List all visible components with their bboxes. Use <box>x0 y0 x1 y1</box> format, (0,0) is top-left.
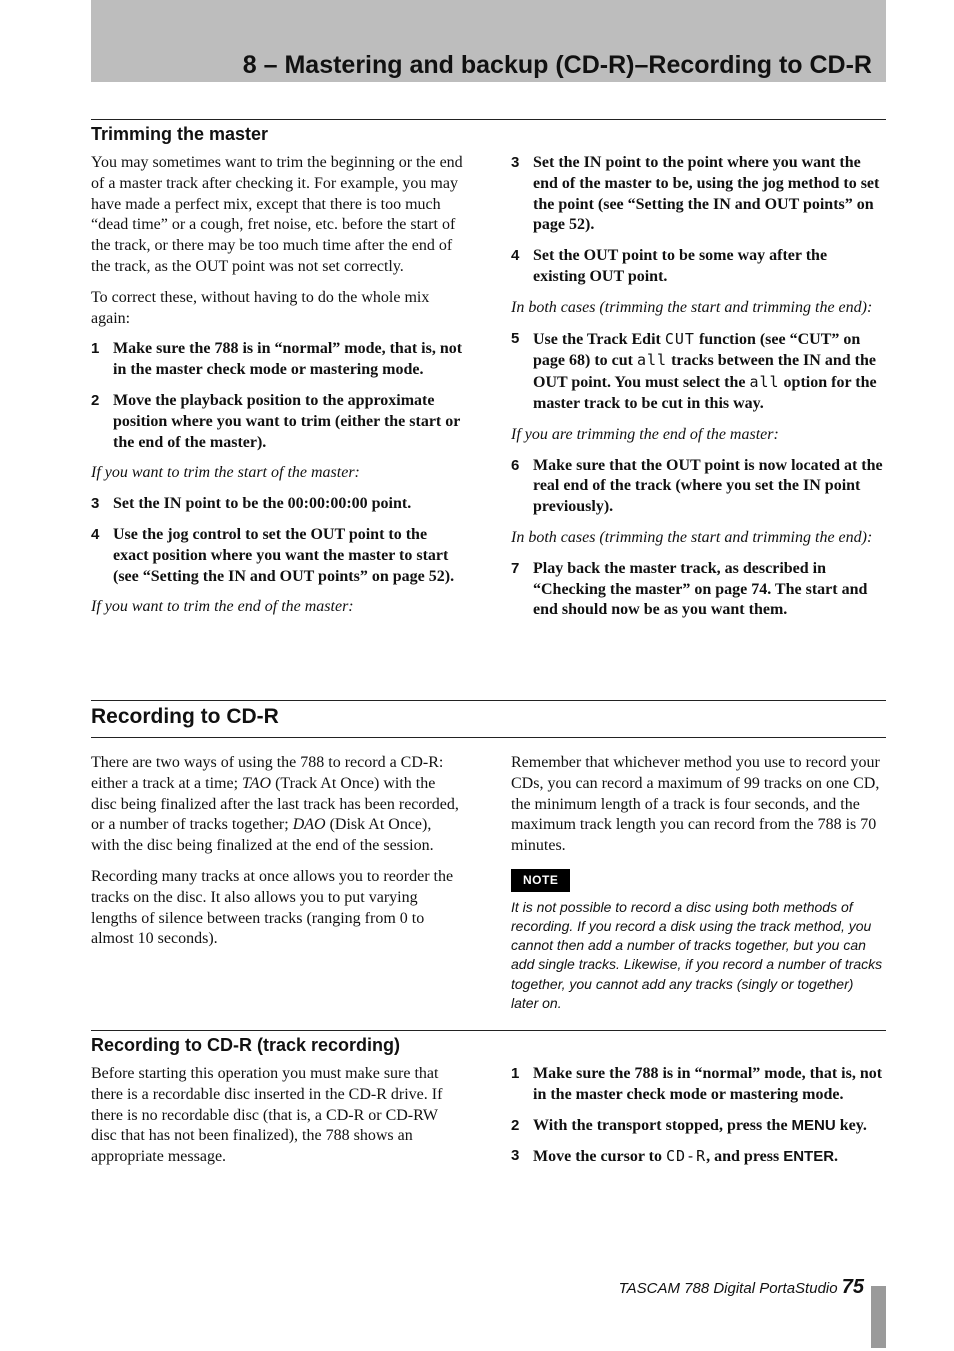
step-text: Set the IN point to be the 00:00:00:00 point. <box>113 495 412 513</box>
step-text-part: key. <box>835 1116 867 1134</box>
condition-trim-end: If you want to trim the end of the master: <box>91 598 354 616</box>
trimming-left-column <box>91 153 463 628</box>
step-number: 7 <box>511 559 520 577</box>
lcd-cd-r-label: CD-R <box>666 1147 707 1166</box>
trimming-step-1 <box>91 339 463 381</box>
heading-recording-to-cd-r: Recording to CD-R <box>91 705 279 728</box>
step-number: 1 <box>511 1065 520 1082</box>
step-number: 3 <box>91 495 100 513</box>
trimming-step-4-start <box>91 525 463 587</box>
step-text: Make sure the 788 is in “normal” mode, that is, not in the master check mode or mastering mode. <box>113 340 463 379</box>
track-recording-left-column <box>91 1064 463 1178</box>
page-edge-tab <box>871 1286 886 1348</box>
step-text: Move the playback position to the approximate position where you want to trim (either the start or the end of the master). <box>113 391 461 451</box>
step-number: 3 <box>511 154 520 171</box>
step-text: Make sure that the OUT point is now located at the real end of the track (where you set the IN point previously). <box>533 456 883 516</box>
condition-both-cases: In both cases (trimming the start and trimming the end): <box>511 298 873 316</box>
text-part: (Disk At Once), with the disc being finalized at the end of the session. <box>91 816 434 855</box>
heading-trimming-the-master: Trimming the master <box>91 124 269 144</box>
step-number: 1 <box>91 340 100 358</box>
text-part: There are two ways of using the 788 to record a CD-R: either a track at a time; <box>91 754 444 792</box>
trimming-step-5 <box>511 329 883 415</box>
menu-key-label: MENU <box>791 1116 836 1134</box>
step-text: Play back the master track, as described in “Checking the master” on page 74. The start and end should now be as you want them. <box>533 559 868 619</box>
section-rule <box>91 1030 886 1031</box>
step-number: 2 <box>511 1116 520 1134</box>
track-recording-intro: Before starting this operation you must make sure that there is a recordable disc inserted in the CD-R drive. If there is no recordable disc (that is, a CD-R or CD-RW disc that has not been finalized), the 788 shows an appropriate message. <box>91 1065 443 1166</box>
condition-both-cases-2: In both cases (trimming the start and trimming the end): <box>511 528 873 546</box>
lcd-all-label: all <box>749 373 780 392</box>
text-part: (Track At Once) with the disc being finalized after the last track has been recorded, or a number of tracks together; <box>91 774 459 834</box>
step-text-part: Use the Track Edit <box>533 330 665 348</box>
step-number: 4 <box>91 525 100 543</box>
step-text: Use the jog control to set the OUT point to the exact position where you want the master to start (see “Setting the IN and OUT points” on page 52). <box>113 525 455 585</box>
recording-methods-paragraph <box>91 753 463 857</box>
section-rule <box>91 119 886 120</box>
trimming-step-3-end <box>511 153 883 236</box>
section-rule <box>91 737 886 738</box>
track-recording-right-column <box>511 1064 883 1178</box>
heading-track-recording: Recording to CD-R (track recording) <box>91 1035 401 1055</box>
dao-term: DAO <box>292 816 326 834</box>
tao-term: TAO <box>242 774 272 792</box>
page-footer <box>619 1276 864 1299</box>
step-number: 3 <box>511 1147 520 1165</box>
chapter-title: 8 – Mastering and backup (CD-R)–Recording to CD-R <box>242 51 872 79</box>
step-text-part: option for the master track to be cut in this way. <box>533 374 877 412</box>
trimming-step-3-start <box>91 494 463 515</box>
footer-product-name: TASCAM 788 Digital PortaStudio <box>618 1280 842 1297</box>
step-text <box>533 1146 883 1168</box>
trimming-intro-paragraph: You may sometimes want to trim the beginning or the end of a master track after checking it. For example, you may have made a perfect mix, except that there is too much “dead time” or a cough, fret noise, etc. before the start of the track, or there may be too much time after the end of the track, as the OUT point was not set correctly. <box>91 154 463 275</box>
track-recording-step-1 <box>511 1064 883 1106</box>
step-number: 6 <box>511 456 520 474</box>
step-text-part: tracks between the IN and the OUT point. You must select the <box>533 352 876 392</box>
lcd-all-label: all <box>636 351 668 370</box>
condition-trim-start: If you want to trim the start of the master: <box>91 464 360 482</box>
step-text-part: With the transport stopped, press the <box>533 1116 792 1134</box>
step-number: 2 <box>91 391 100 409</box>
step-number: 5 <box>511 329 520 347</box>
recording-many-tracks-paragraph: Recording many tracks at once allows you to reorder the tracks on the disc. It also allows you to put varying lengths of silence between tracks (ranging from 0 to almost 10 seconds). <box>91 867 454 948</box>
note-badge: NOTE <box>511 869 570 892</box>
step-text-part: Move the cursor to <box>533 1148 666 1166</box>
step-text: Set the IN point to the point where you want the end of the master to be, using the jog method to set the point (see “Setting the IN and OUT points” on page 52). <box>533 154 880 234</box>
track-recording-step-2 <box>511 1116 883 1137</box>
enter-key-label: ENTER <box>783 1148 835 1166</box>
trimming-step-6 <box>511 456 883 518</box>
chapter-header-bar <box>91 0 886 82</box>
recording-limits-paragraph: Remember that whichever method you use to record your CDs, you can record a maximum of 99 tracks on one CD, the minimum length of a track is four seconds, and the maximum track length you can record from the 788 is 70 minutes. <box>511 754 880 855</box>
trimming-intro-paragraph-2: To correct these, without having to do the whole mix again: <box>91 288 430 327</box>
note-text: It is not possible to record a disc using both methods of recording. If you record a disk using the track method, you cannot then add a number of tracks together, but you can add single tracks. Likewise, if you record a number of tracks together, you cannot add any tracks (singly or together) later on. <box>511 898 883 1011</box>
trimming-right-column <box>511 153 883 631</box>
trimming-step-4-end <box>511 246 883 288</box>
step-number: 4 <box>511 247 520 265</box>
lcd-cut-label: CUT <box>664 329 695 348</box>
trimming-step-7 <box>511 559 883 621</box>
step-text: Make sure the 788 is in “normal” mode, that is, not in the master check mode or mastering mode. <box>533 1065 883 1103</box>
page-number: 75 <box>841 1276 864 1298</box>
step-text-part: . <box>834 1148 839 1166</box>
section-rule <box>91 700 886 701</box>
recording-left-column <box>91 753 463 960</box>
condition-trim-end-2: If you are trimming the end of the master: <box>511 425 779 443</box>
trimming-step-2 <box>91 391 463 453</box>
step-text: Set the OUT point to be some way after the existing OUT point. <box>533 247 828 285</box>
track-recording-step-3 <box>511 1146 883 1168</box>
step-text-part: function (see “CUT” on page 68) to cut <box>533 330 861 370</box>
step-text <box>533 1116 883 1137</box>
step-text <box>533 329 883 415</box>
recording-right-column <box>511 753 883 1023</box>
step-text-part: , and press <box>706 1148 784 1166</box>
